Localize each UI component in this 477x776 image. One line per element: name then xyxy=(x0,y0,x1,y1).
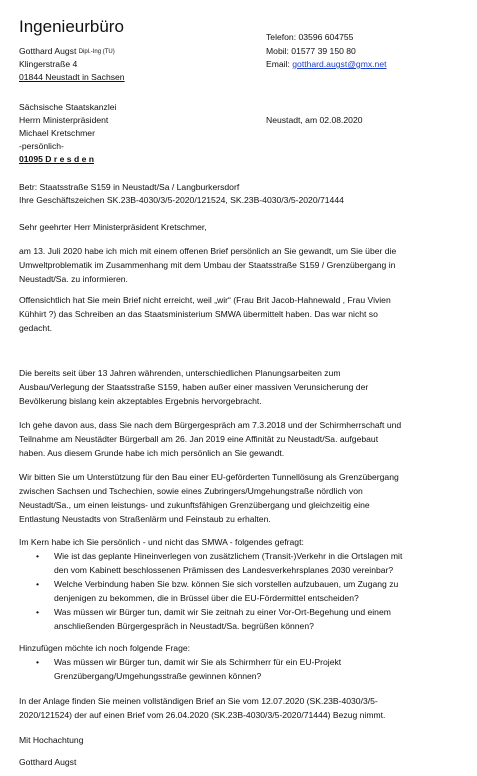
paragraph-line: Teilnahme am Neustädter Bürgerball am 26. Jan 2019 eine Affinität zu Neustadt/Sa. aufgebaut xyxy=(19,434,379,444)
paragraph-3 xyxy=(19,366,469,408)
email-link[interactable]: gotthard.augst@gmx.net xyxy=(292,59,387,69)
paragraph-5 xyxy=(19,470,469,526)
recipient-city: 01095 D r e s d e n xyxy=(19,154,94,164)
sender-phone: Telefon: 03596 604755 xyxy=(266,32,354,42)
recipient-line-3: Michael Kretschmer xyxy=(19,128,95,138)
question-list xyxy=(34,549,470,633)
sender-street: Klingerstraße 4 xyxy=(19,59,78,69)
subject-line-2: Ihre Geschäftszeichen SK.23B-4030/3/5-2020/121524, SK.23B-4030/3/5-2020/71444 xyxy=(19,195,344,205)
paragraph-1 xyxy=(19,244,469,286)
paragraph-line: Ausbau/Verlegung der Staatsstraße S159, haben außer einer massiven Verunsicherung der xyxy=(19,382,369,392)
paragraph-line: Wir bitten Sie um Unterstützung für den Bau einer EU-geförderten Tunnellösung als Grenzübergang xyxy=(19,472,399,482)
signature-name: Gotthard Augst xyxy=(19,757,77,767)
paragraph-line: Kühhirt ?) das Schreiben an das Staatsministerium SMWA übermittelt haben. Das war nicht so xyxy=(19,309,378,319)
paragraph-line: am 13. Juli 2020 habe ich mich mit einem offenen Brief persönlich an Sie gewandt, um Sie über die xyxy=(19,246,397,256)
email-label: Email: xyxy=(266,59,293,69)
sender-email-line xyxy=(266,58,387,70)
letter-date: Neustadt, am 02.08.2020 xyxy=(266,115,363,125)
additional-question-list xyxy=(34,655,470,683)
paragraph-7 xyxy=(19,641,469,655)
sender-name: Gotthard Augst xyxy=(19,46,77,56)
bullet-icon: • xyxy=(36,579,40,589)
paragraph-line: gedacht. xyxy=(19,323,52,333)
bullet-icon: • xyxy=(36,607,40,617)
paragraph-line: Im Kern habe ich Sie persönlich - und nicht das SMWA - folgendes gefragt: xyxy=(19,537,304,547)
paragraph-2 xyxy=(19,293,469,335)
paragraph-line: Umweltproblematik im Zusammenhang mit dem Umbau der Staatsstraße S159 / Grenzübergang in xyxy=(19,260,396,270)
sender-mobile: Mobil: 01577 39 150 80 xyxy=(266,46,356,56)
paragraph-line: Neustadt/Sa. zu informieren. xyxy=(19,274,128,284)
paragraph-line: Ich gehe davon aus, dass Sie nach dem Bürgergespräch am 7.3.2018 und der Schirmherrschaft und xyxy=(19,420,402,430)
bullet-icon: • xyxy=(36,657,40,667)
sender-degree: Dipl.-Ing (TU) xyxy=(78,49,115,55)
paragraph-line: Offensichtlich hat Sie mein Brief nicht erreicht, weil „wir“ (Frau Brit Jacob-Hahnewald , Frau Vivien xyxy=(19,295,391,305)
closing: Mit Hochachtung xyxy=(19,735,84,745)
subject-line-1: Betr: Staatsstraße S159 in Neustadt/Sa / Langburkersdorf xyxy=(19,182,240,192)
salutation: Sehr geehrter Herr Ministerpräsident Kretschmer, xyxy=(19,222,207,232)
paragraph-line: Entlastung Neustadts von Straßenlärm und Feinstaub zu erhalten. xyxy=(19,514,271,524)
paragraph-6 xyxy=(19,535,469,549)
firm-title: Ingenieurbüro xyxy=(19,17,124,36)
list-item-line: denjenigen zu bekommen, die in Brüssel über die EU-Fördermittel entscheiden? xyxy=(54,593,359,603)
list-item-line: Welche Verbindung haben Sie bzw. können Sie sich vorstellen aufzubauen, um Zugang zu xyxy=(54,579,399,589)
paragraph-line: haben. Aus diesem Grunde habe ich mich persönlich an Sie gewandt. xyxy=(19,448,285,458)
paragraph-line: 2020/121524) der auf einen Brief vom 26.04.2020 (SK.23B-4030/3/5-2020/71444) Bezug nimmt. xyxy=(19,710,386,720)
bullet-icon: • xyxy=(36,551,40,561)
list-item xyxy=(34,549,470,577)
list-item-line: Wie ist das geplante Hineinverlegen von zusätzlichem (Transit-)Verkehr in die Ortslagen mit xyxy=(54,551,403,561)
sender-city: 01844 Neustadt in Sachsen xyxy=(19,72,125,82)
list-item-line: den vom Kabinett beschlossenen Prämissen des Landesverkehrsplanes 2030 vereinbar? xyxy=(54,565,394,575)
paragraph-line: Hinzufügen möchte ich noch folgende Frage: xyxy=(19,643,191,653)
recipient-line-4: -persönlich- xyxy=(19,141,64,151)
paragraph-line: Die bereits seit über 13 Jahren währenden, unterschiedlichen Planungsarbeiten zum xyxy=(19,368,341,378)
list-item-line: anschließenden Bürgergespräch in Neustadt/Sa. begrüßen können? xyxy=(54,621,314,631)
paragraph-line: Bevölkerung bislang kein akzeptables Ergebnis hervorgebracht. xyxy=(19,396,262,406)
paragraph-4 xyxy=(19,418,469,460)
recipient-line-1: Sächsische Staatskanzlei xyxy=(19,102,117,112)
list-item xyxy=(34,577,470,605)
recipient-line-2: Herrn Ministerpräsident xyxy=(19,115,109,125)
list-item-line: Grenzübergang/Umgehungsstraße gewinnen können? xyxy=(54,671,262,681)
sender-name-line xyxy=(19,45,115,58)
list-item xyxy=(34,655,470,683)
list-item xyxy=(34,605,470,633)
list-item-line: Was müssen wir Bürger tun, damit wir Sie zeitnah zu einer Vor-Ort-Begehung und einem xyxy=(54,607,391,617)
paragraph-8 xyxy=(19,694,469,722)
paragraph-line: zwischen Sachsen und Tschechien, sowie eines Zubringers/Umgehungstraße nördlich von xyxy=(19,486,363,496)
paragraph-line: Neustadt/Sa., um einen leistungs- und zukunftsfähigen Grenzübergang und gleichzeitig eine xyxy=(19,500,370,510)
list-item-line: Was müssen wir Bürger tun, damit wir Sie als Schirmherr für ein EU-Projekt xyxy=(54,657,342,667)
paragraph-line: In der Anlage finden Sie meinen vollständigen Brief an Sie vom 12.07.2020 (SK.23B-4030/3/5- xyxy=(19,696,378,706)
